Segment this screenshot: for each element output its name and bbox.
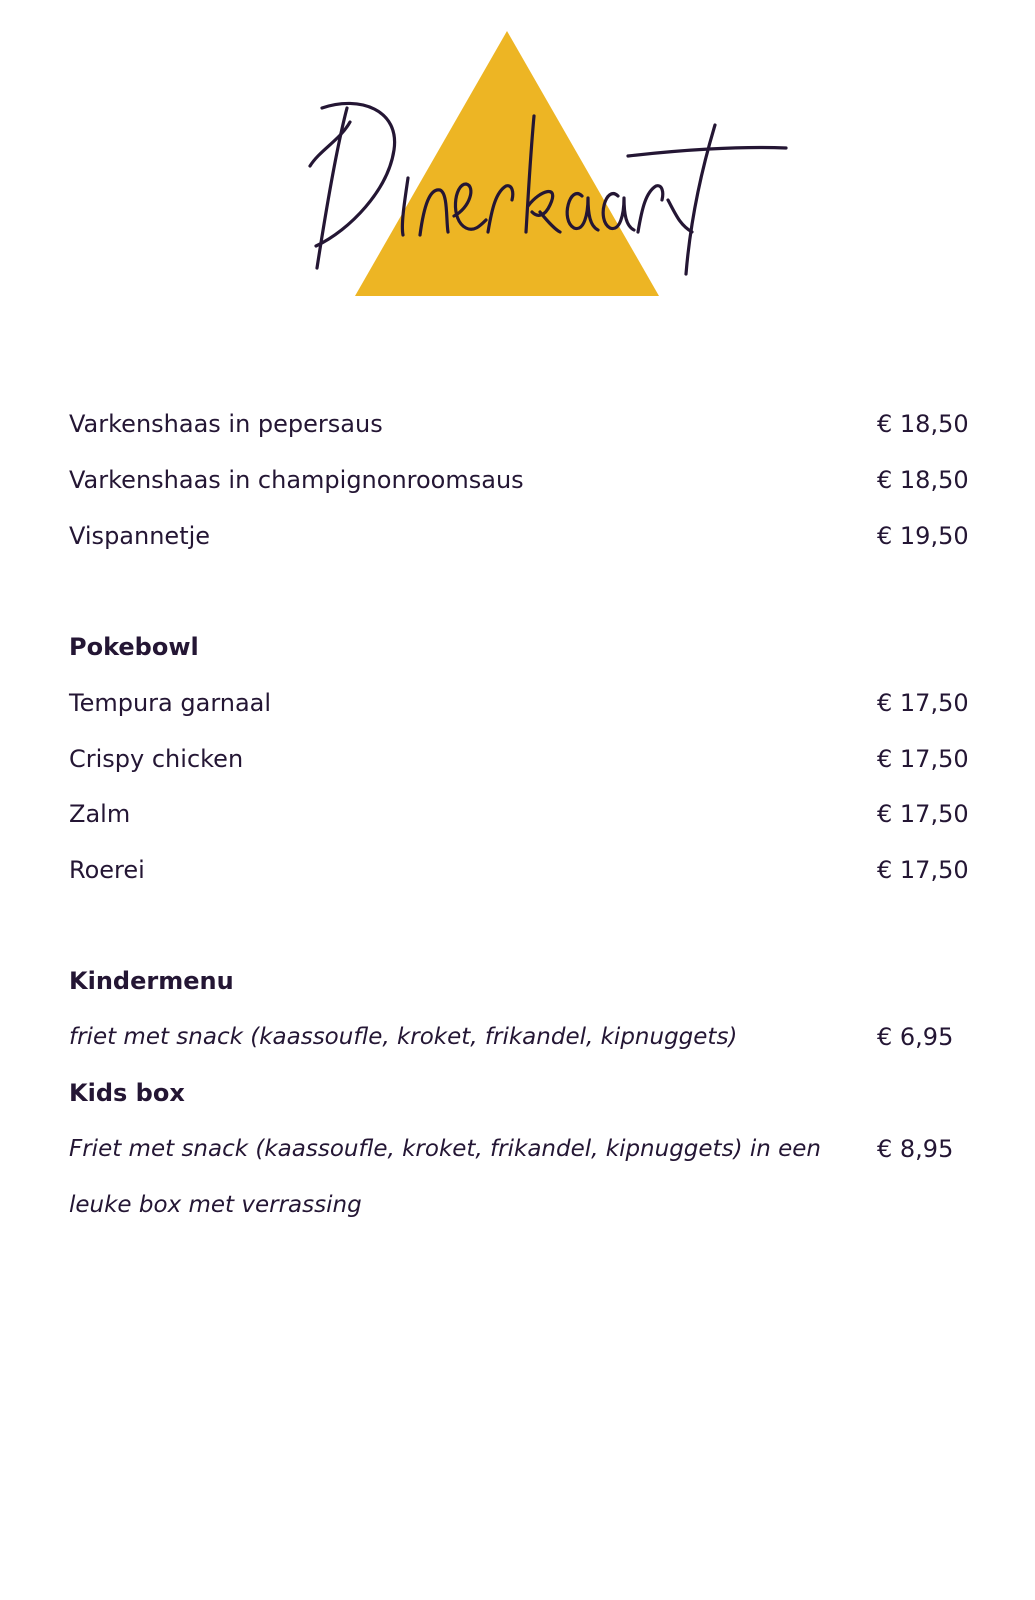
menu-item-price: € 18,50 (877, 410, 969, 438)
section-heading-pokebowl: Pokebowl (69, 633, 199, 661)
menu-item (69, 798, 969, 838)
menu-item (69, 743, 969, 783)
menu-item-price: € 17,50 (877, 856, 969, 884)
menu-item-price: € 6,95 (877, 1023, 954, 1051)
menu-item (69, 464, 969, 504)
menu-item (69, 687, 969, 727)
section-heading-kidsbox: Kids box (69, 1079, 185, 1107)
menu-item-name: Roerei (69, 856, 145, 884)
menu-item-description: Friet met snack (kaassoufle, kroket, frikandel, kipnuggets) in een leuke box met verrassing (69, 1136, 822, 1218)
menu-item (69, 1121, 969, 1241)
menu-item-name: Crispy chicken (69, 745, 244, 773)
menu-item-name: Varkenshaas in champignonroomsaus (69, 466, 524, 494)
menu-item-price: € 19,50 (877, 522, 969, 550)
menu-item-price: € 17,50 (877, 800, 969, 828)
menu-item-price: € 18,50 (877, 466, 969, 494)
menu-item (69, 854, 969, 894)
menu-item (69, 520, 969, 560)
menu-item-price: € 8,95 (877, 1135, 954, 1163)
menu-item-price: € 17,50 (877, 689, 969, 717)
menu-item-description: friet met snack (kaassoufle, kroket, frikandel, kipnuggets) (69, 1024, 738, 1050)
menu-item (69, 1021, 969, 1061)
section-heading-kindermenu: Kindermenu (69, 967, 234, 995)
menu-item (69, 408, 969, 448)
menu-item-name: Varkenshaas in pepersaus (69, 410, 383, 438)
menu-header (0, 0, 1035, 320)
menu-item-name: Zalm (69, 800, 131, 828)
menu-item-name: Vispannetje (69, 522, 211, 550)
menu-item-name: Tempura garnaal (69, 689, 272, 717)
menu-item-price: € 17,50 (877, 745, 969, 773)
